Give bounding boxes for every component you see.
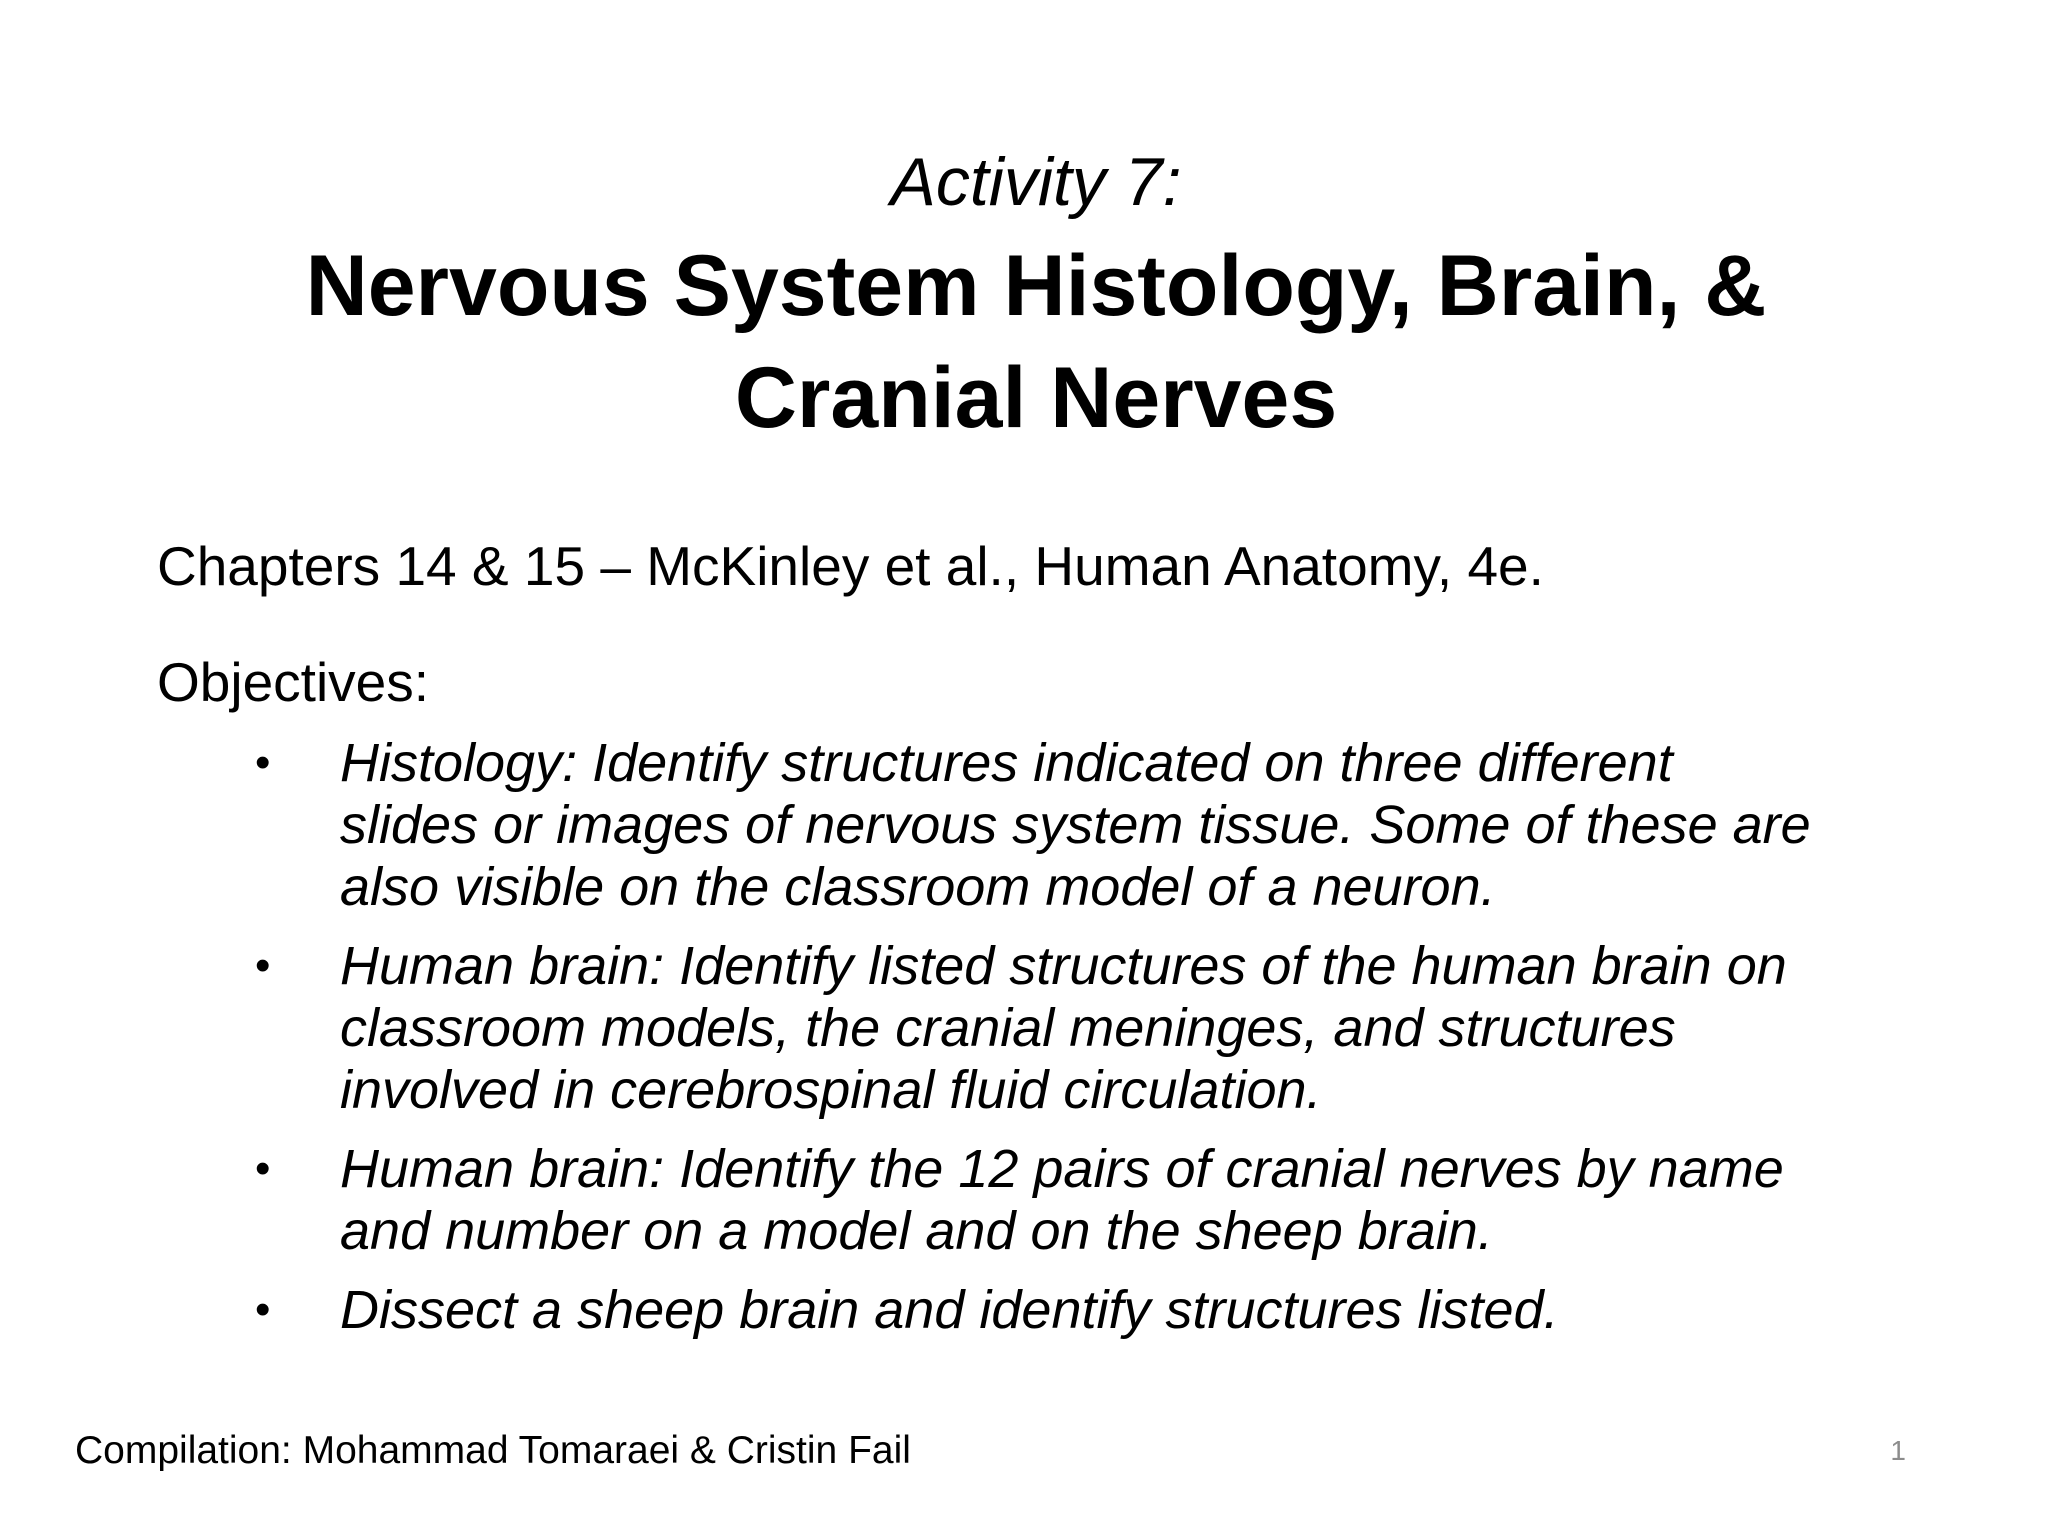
objective-item [255, 935, 1955, 1121]
objective-text [340, 732, 1955, 918]
bullet-icon: • [255, 1285, 271, 1334]
objective-line: involved in cerebrospinal fluid circulation. [340, 1060, 1322, 1120]
objective-line: also visible on the classroom model of a neuron. [340, 857, 1496, 917]
footer-credit: Compilation: Mohammad Tomaraei & Cristin Fail [75, 1429, 911, 1472]
objective-line: and number on a model and on the sheep brain. [340, 1201, 1493, 1261]
slide-title-line: Nervous System Histology, Brain, & [305, 238, 1767, 334]
slide-title [0, 230, 2048, 454]
objective-line: slides or images of nervous system tissue. Some of these are [340, 795, 1811, 855]
objective-text [340, 1279, 1955, 1341]
objectives-list [255, 732, 1955, 1358]
page-number: 1 [1890, 1435, 1906, 1466]
bullet-icon: • [255, 941, 271, 990]
chapters-reference: Chapters 14 & 15 – McKinley et al., Human Anatomy, 4e. [157, 535, 1544, 597]
objective-text [340, 1138, 1955, 1262]
objective-line: Dissect a sheep brain and identify structures listed. [340, 1280, 1559, 1340]
objectives-label: Objectives: [157, 651, 430, 713]
activity-subtitle: Activity 7: [890, 144, 1182, 220]
objective-item [255, 1279, 1955, 1341]
objective-line: Human brain: Identify listed structures of the human brain on [340, 936, 1787, 996]
bullet-icon: • [255, 1144, 271, 1193]
objective-line: Histology: Identify structures indicated on three different [340, 733, 1673, 793]
objective-item [255, 1138, 1955, 1262]
bullet-icon: • [255, 738, 271, 787]
objective-text [340, 935, 1955, 1121]
slide-title-line: Cranial Nerves [734, 350, 1338, 446]
objective-line: Human brain: Identify the 12 pairs of cranial nerves by name [340, 1139, 1784, 1199]
objective-line: classroom models, the cranial meninges, and structures [340, 998, 1676, 1058]
objective-item [255, 732, 1955, 918]
